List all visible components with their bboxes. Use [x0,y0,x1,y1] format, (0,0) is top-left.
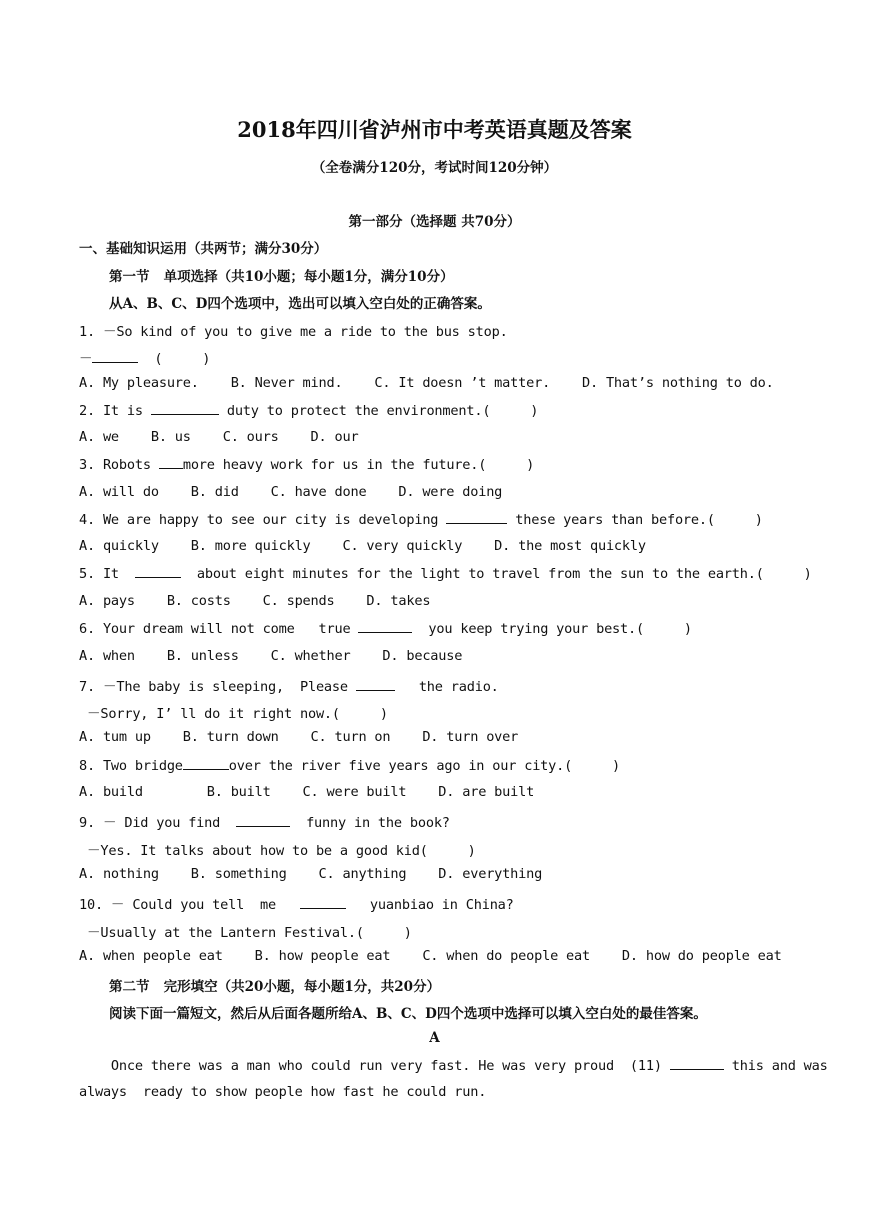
answer-blank[interactable] [236,814,290,827]
passage-text: this and was [723,1058,828,1074]
answer-blank-11[interactable] [670,1057,724,1070]
passage-text: Once there was a man who could run very fast. He was very proud (11) [79,1058,670,1074]
answer-blank[interactable] [159,456,183,469]
question-text: over the river five years ago in our city.( ) [228,758,621,774]
passage-label: A [429,1030,440,1046]
subsection-title-2: 第二节 完形填空（共20小题，每小题1分，共20分） [109,979,441,995]
question-7-reply: －Sorry, I’ ll do it right now.( ) [79,706,388,722]
answer-blank[interactable] [446,511,507,524]
question-text: more heavy work for us in the future.( ) [182,457,535,473]
answer-blank[interactable] [356,678,395,691]
question-text: the radio. [394,679,499,695]
question-1: 1. －So kind of you to give me a ride to the bus stop. [79,324,508,340]
answer-blank[interactable] [183,757,229,770]
question-text: 10. － Could you tell me [79,897,300,913]
question-3-options: A. will do B. did C. have done D. were doing [79,484,503,500]
question-text: 6. Your dream will not come true [79,621,359,637]
passage-line-2: always ready to show people how fast he could run. [79,1084,487,1100]
question-9-options: A. nothing B. something C. anything D. everything [79,866,543,882]
question-text: you keep trying your best.( ) [412,621,692,637]
question-8 [79,757,620,774]
question-text: yuanbiao in China? [345,897,514,913]
reply-dash: － [79,351,93,367]
question-text: 4. We are happy to see our city is developing [79,512,447,528]
question-7 [79,675,499,695]
subsection-instructions-2: 阅读下面一篇短文，然后从后面各题所给A、B、C、D四个选项中选择可以填入空白处的最佳答案。 [109,1006,707,1022]
question-text: 8. Two bridge [79,758,183,774]
question-1-options: A. My pleasure. B. Never mind. C. It doesn ’t matter. D. That’s nothing to do. [79,375,774,391]
answer-blank[interactable] [300,896,346,909]
question-10 [79,893,514,913]
question-6 [79,620,692,637]
question-text: 3. Robots [79,457,159,473]
question-3 [79,456,534,473]
question-2 [79,402,538,419]
question-text: these years than before.( ) [507,512,763,528]
answer-blank[interactable] [135,565,181,578]
question-text: duty to protect the environment.( ) [218,403,539,419]
question-2-options: A. we B. us C. ours D. our [79,429,359,445]
question-text: 5. It [79,566,135,582]
question-10-reply: －Usually at the Lantern Festival.( ) [79,925,412,941]
question-9 [79,811,450,831]
page-title: 2018年四川省泸州市中考英语真题及答案 [237,117,632,142]
passage-line-1 [79,1057,828,1074]
question-8-options: A. build B. built C. were built D. are built [79,784,535,800]
subsection-instructions-1: 从A、B、C、D四个选项中，选出可以填入空白处的正确答案。 [109,296,491,312]
question-text: 7. －The baby is sleeping, Please [79,679,356,695]
page-subtitle: （全卷满分120分，考试时间120分钟） [311,160,558,176]
question-4-options: A. quickly B. more quickly C. very quickly D. the most quickly [79,538,646,554]
question-7-options: A. tum up B. turn down C. turn on D. turn over [79,729,519,745]
answer-blank[interactable] [92,350,138,363]
question-5 [79,565,812,582]
answer-blank[interactable] [151,402,219,415]
question-text: 9. － Did you find [79,815,237,831]
answer-bracket: ( ) [138,351,211,367]
question-1-reply [79,347,210,367]
question-text: about eight minutes for the light to travel from the sun to the earth.( ) [180,566,812,582]
section-heading: 一、基础知识运用（共两节；满分30分） [79,241,328,257]
subsection-title-1: 第一节 单项选择（共10小题；每小题1分，满分10分） [109,269,454,285]
part-heading: 第一部分（选择题 共70分） [348,214,521,230]
question-9-reply: －Yes. It talks about how to be a good kid( ) [79,843,476,859]
question-4 [79,511,763,528]
question-5-options: A. pays B. costs C. spends D. takes [79,593,431,609]
question-text: funny in the book? [290,815,450,831]
question-6-options: A. when B. unless C. whether D. because [79,648,463,664]
question-text: 2. It is [79,403,151,419]
question-10-options: A. when people eat B. how people eat C. when do people eat D. how do people eat [79,948,782,964]
answer-blank[interactable] [358,620,412,633]
